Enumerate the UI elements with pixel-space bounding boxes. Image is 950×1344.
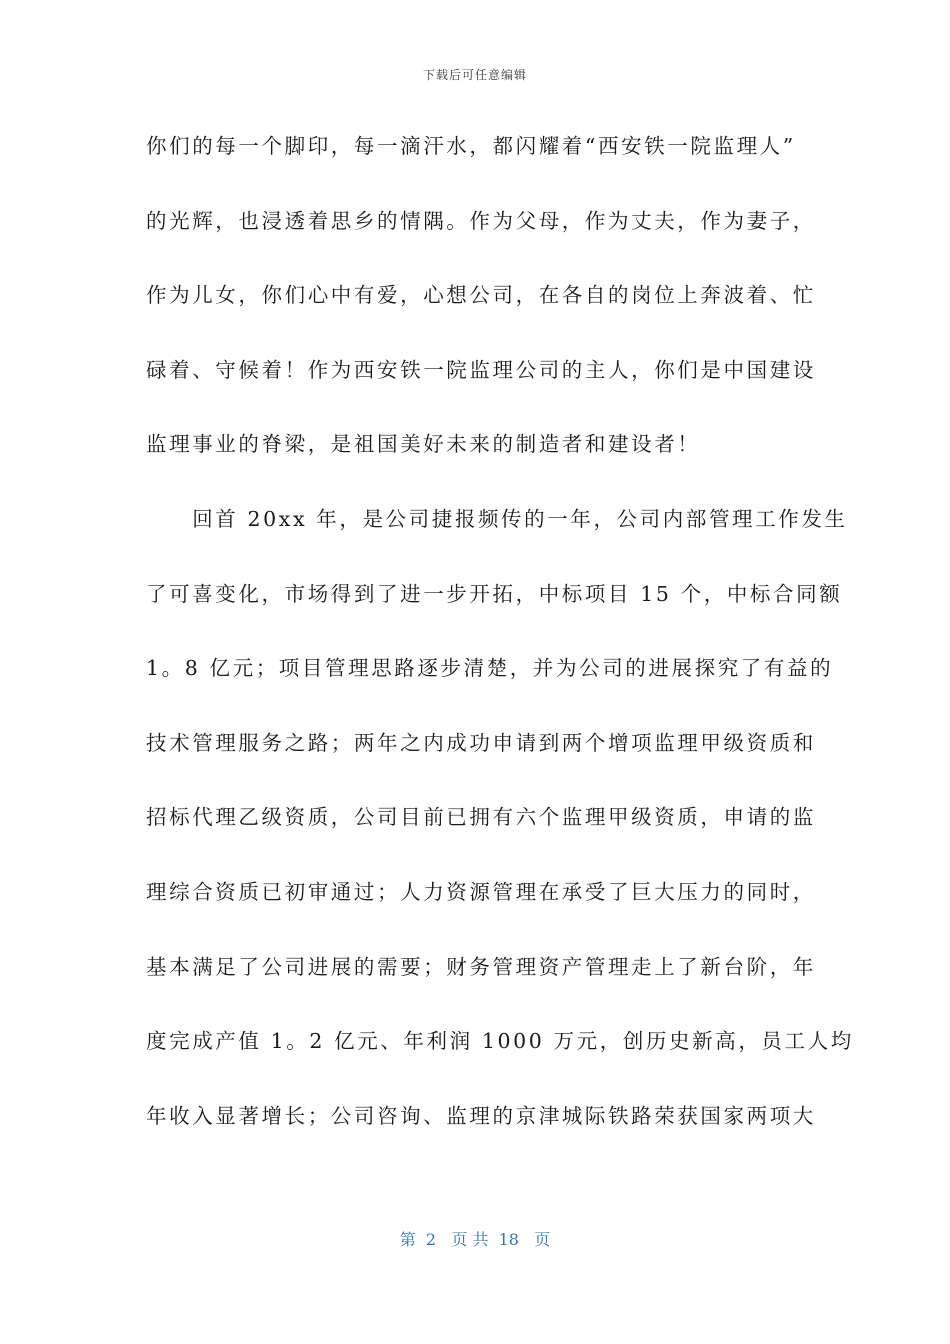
page-number-footer: 第 2 页 共 18 页	[399, 1230, 551, 1249]
text-line: 理综合资质已初审通过；人力资源管理在承受了巨大压力的同时，	[146, 879, 816, 904]
text-line: 你们的每一个脚印，每一滴汗水，都闪耀着“西安铁一院监理人”	[146, 134, 796, 158]
page-header: 下载后可任意编辑	[422, 68, 527, 82]
text-line: 监理事业的脊梁，是祖国美好未来的制造者和建设者！	[146, 432, 701, 457]
text-line: 度完成产值 1。2 亿元、年利润 1000 万元，创历史新高，员工人均	[146, 1029, 854, 1054]
text-line: 作为儿女，你们心中有爱，心想公司，在各自的岗位上奔波着、忙	[146, 283, 816, 308]
text-line: 了可喜变化，市场得到了进一步开拓，中标项目 15 个，中标合同额	[146, 581, 843, 606]
text-line: 1。8 亿元；项目管理思路逐步清楚，并为公司的进展探究了有益的	[146, 656, 834, 681]
text-line: 的光辉，也浸透着思乡的情隅。作为父母，作为丈夫，作为妻子，	[146, 208, 816, 233]
text-line: 技术管理服务之路；两年之内成功申请到两个增项监理甲级资质和	[146, 730, 816, 755]
document-body	[146, 129, 854, 1173]
text-line: 碌着、守候着！作为西安铁一院监理公司的主人，你们是中国建设	[146, 357, 816, 382]
text-line: 回首 20xx 年，是公司捷报频传的一年，公司内部管理工作发生	[146, 506, 848, 531]
text-line: 招标代理乙级资质，公司目前已拥有六个监理甲级资质，申请的监	[146, 805, 816, 830]
text-line: 基本满足了公司进展的需要；财务管理资产管理走上了新台阶，年	[146, 954, 816, 979]
text-line: 年收入显著增长；公司咨询、监理的京津城际铁路荣获国家两项大	[146, 1103, 816, 1128]
